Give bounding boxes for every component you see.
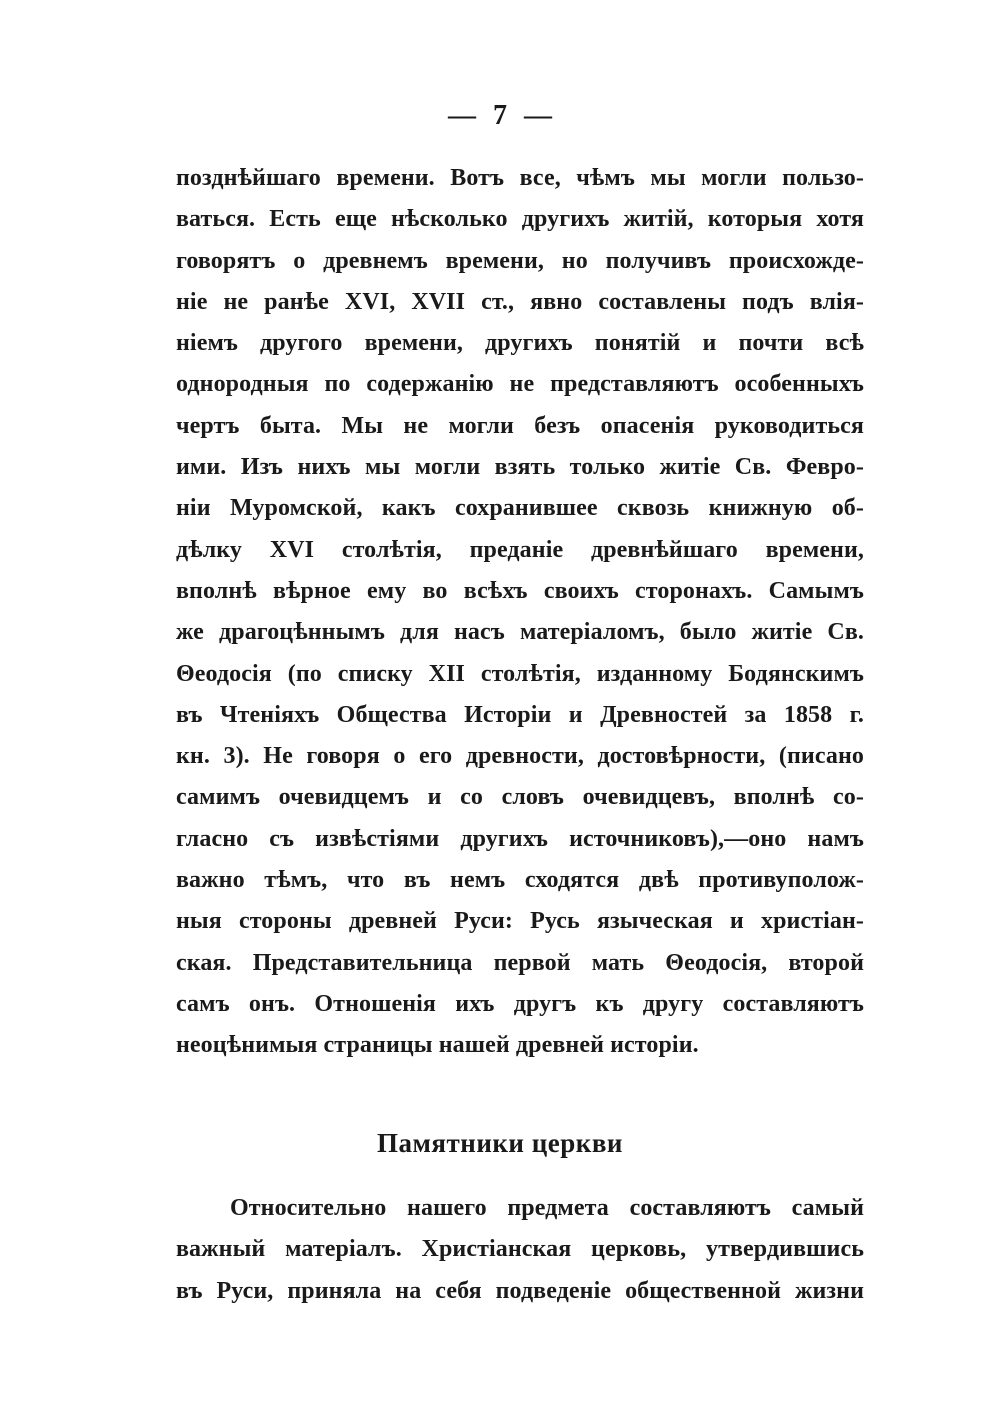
text-line: въ Руси, приняла на себя подведеніе общественной жизни <box>176 1277 864 1304</box>
text-line: позднѣйшаго времени. Вотъ все, чѣмъ мы могли пользо- <box>176 165 864 191</box>
text-line: однородныя по содержанію не представляютъ особенныхъ <box>176 371 864 398</box>
text-line: вполнѣ вѣрное ему во всѣхъ своихъ сторонахъ. Самымъ <box>176 577 864 604</box>
text-line: въ Чтеніяхъ Общества Исторіи и Древностей за 1858 г. <box>176 701 864 728</box>
text-line: ніе не ранѣе XVI, XVII ст., явно составлены подъ влія- <box>176 288 864 315</box>
text-line: важно тѣмъ, что въ немъ сходятся двѣ противуполож- <box>176 867 864 894</box>
text-line: же драгоцѣннымъ для насъ матеріаломъ, было житіе Св. <box>176 619 864 646</box>
text-line: Относительно нашего предмета составляютъ самый <box>230 1195 864 1221</box>
text-line: ская. Представительница первой мать Θеодосія, второй <box>176 949 864 976</box>
text-line: говорятъ о древнемъ времени, но получивъ происхожде- <box>176 247 864 274</box>
paragraph-2 <box>176 1188 864 1312</box>
text-line: ніемъ другого времени, другихъ понятій и почти всѣ <box>176 330 864 357</box>
text-line: важный матеріалъ. Христіанская церковь, утвердившись <box>176 1236 864 1263</box>
text-line: Θеодосія (по списку XII столѣтія, изданному Бодянскимъ <box>176 660 864 687</box>
page-number: — 7 — <box>448 100 552 131</box>
text-line: чертъ быта. Мы не могли безъ опасенія руководиться <box>176 412 864 439</box>
text-line: самъ онъ. Отношенія ихъ другъ къ другу составляютъ <box>176 990 864 1017</box>
text-line: дѣлку XVI столѣтія, преданіе древнѣйшаго времени, <box>176 536 864 563</box>
text-line: ими. Изъ нихъ мы могли взять только житіе Св. Февро- <box>176 454 864 481</box>
section-heading: Памятники церкви <box>377 1128 623 1158</box>
text-line: ваться. Есть еще нѣсколько другихъ житій, которыя хотя <box>176 206 864 233</box>
text-line: гласно съ извѣстіями другихъ источниковъ),—оно намъ <box>176 825 864 852</box>
text-line: ныя стороны древней Руси: Русь языческая и христіан- <box>176 908 864 935</box>
text-line: самимъ очевидцемъ и со словъ очевидцевъ, вполнѣ со- <box>176 784 864 811</box>
paragraph-1 <box>176 158 864 1067</box>
text-line: кн. 3). Не говоря о его древности, достовѣрности, (писано <box>176 743 864 770</box>
text-line: неоцѣнимыя страницы нашей древней исторіи. <box>176 1032 699 1059</box>
text-line: ніи Муромской, какъ сохранившее сквозь книжную об- <box>176 495 864 522</box>
